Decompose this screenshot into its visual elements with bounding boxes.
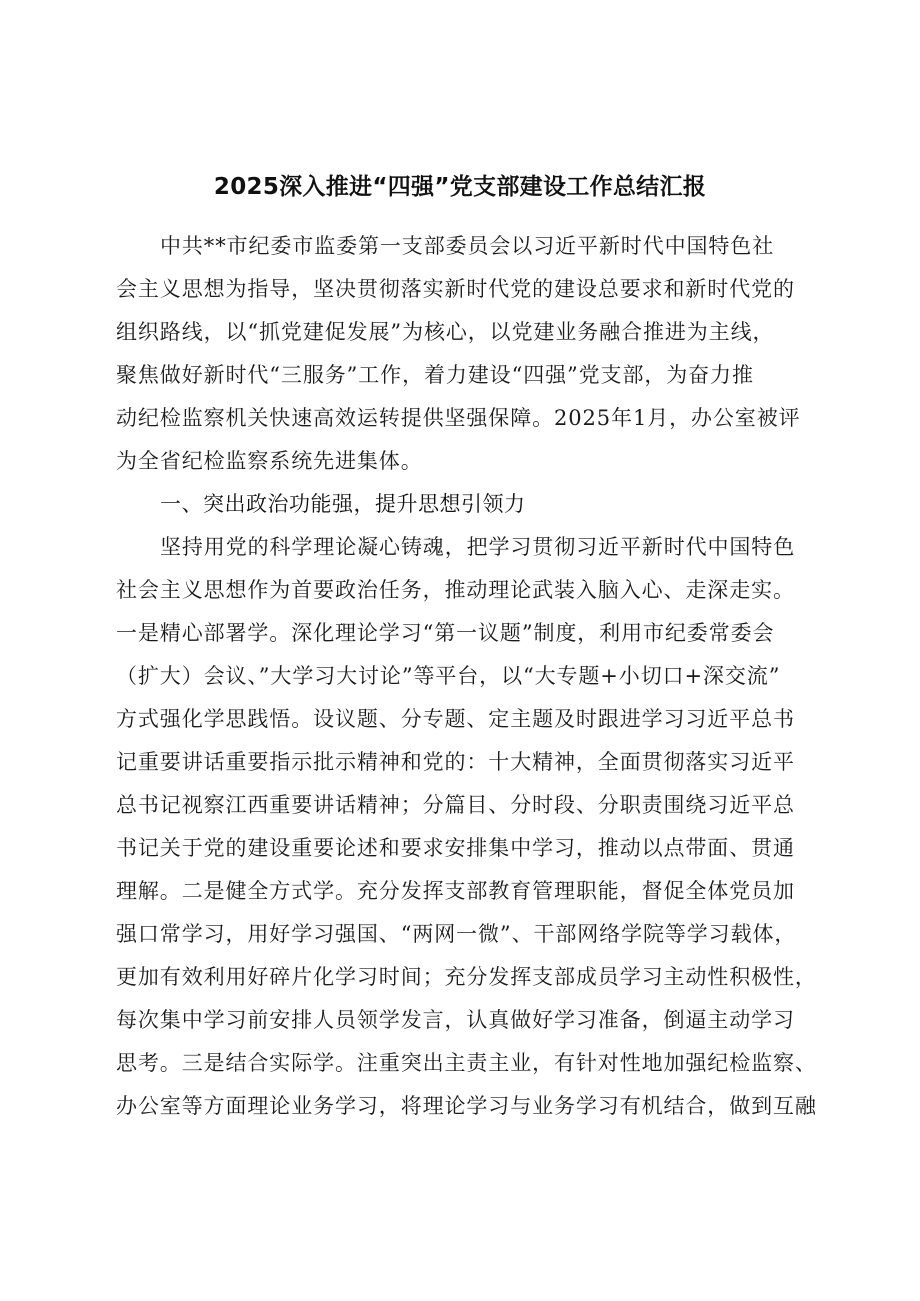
section-line: 办公室等方面理论业务学习，将理论学习与业务学习有机结合，做到互融 [116, 1094, 817, 1118]
intro-line: 动纪检监察机关快速高效运转提供坚强保障。2025年1月，办公室被评 [116, 406, 801, 430]
intro-line: 会主义思想为指导，坚决贯彻落实新时代党的建设总要求和新时代党的 [116, 277, 795, 301]
intro-line: 中共**市纪委市监委第一支部委员会以习近平新时代中国特色社 [160, 234, 775, 258]
intro-line: 为全省纪检监察系统先进集体。 [116, 449, 423, 473]
section-line: 总书记视察江西重要讲话精神；分篇目、分时段、分职责围绕习近平总 [116, 793, 795, 817]
section-line: 理解。二是健全方式学。充分发挥支部教育管理职能，督促全体党员加 [116, 879, 795, 903]
section-line: 更加有效利用好碎片化学习时间；充分发挥支部成员学习主动性积极性， [116, 965, 817, 989]
document-title: 2025深入推进“四强”党支部建设工作总结汇报 [213, 174, 707, 200]
section-heading: 一、突出政治功能强，提升思想引领力 [160, 492, 526, 516]
section-line: 思考。三是结合实际学。注重突出主责主业，有针对性地加强纪检监察、 [116, 1051, 817, 1075]
section-line: 记重要讲话重要指示批示精神和党的：十大精神，全面贯彻落实习近平 [116, 750, 795, 774]
section-line: 强口常学习，用好学习强国、“两网一微”、干部网络学院等学习载体， [116, 922, 797, 946]
intro-line: 组织路线，以“抓党建促发展”为核心，以党建业务融合推进为主线， [116, 320, 775, 344]
section-line: （扩大）会议、”大学习大讨论”等平台，以“大专题+小切口+深交流” [116, 664, 781, 688]
section-line: 每次集中学习前安排人员领学发言，认真做好学习准备，倒逼主动学习 [116, 1008, 795, 1032]
section-line: 一是精心部署学。深化理论学习“第一议题”制度，利用市纪委常委会 [116, 621, 775, 645]
section-line: 书记关于党的建设重要论述和要求安排集中学习，推动以点带面、贯通 [116, 836, 795, 860]
intro-line: 聚焦做好新时代“三服务”工作，着力建设“四强”党支部，为奋力推 [116, 363, 754, 387]
section-line: 方式强化学思践悟。设议题、分专题、定主题及时跟进学习习近平总书 [116, 707, 795, 731]
section-line: 社会主义思想作为首要政治任务，推动理论武装入脑入心、走深走实。 [116, 578, 795, 602]
section-line: 坚持用党的科学理论凝心铸魂，把学习贯彻习近平新时代中国特色 [160, 535, 796, 559]
